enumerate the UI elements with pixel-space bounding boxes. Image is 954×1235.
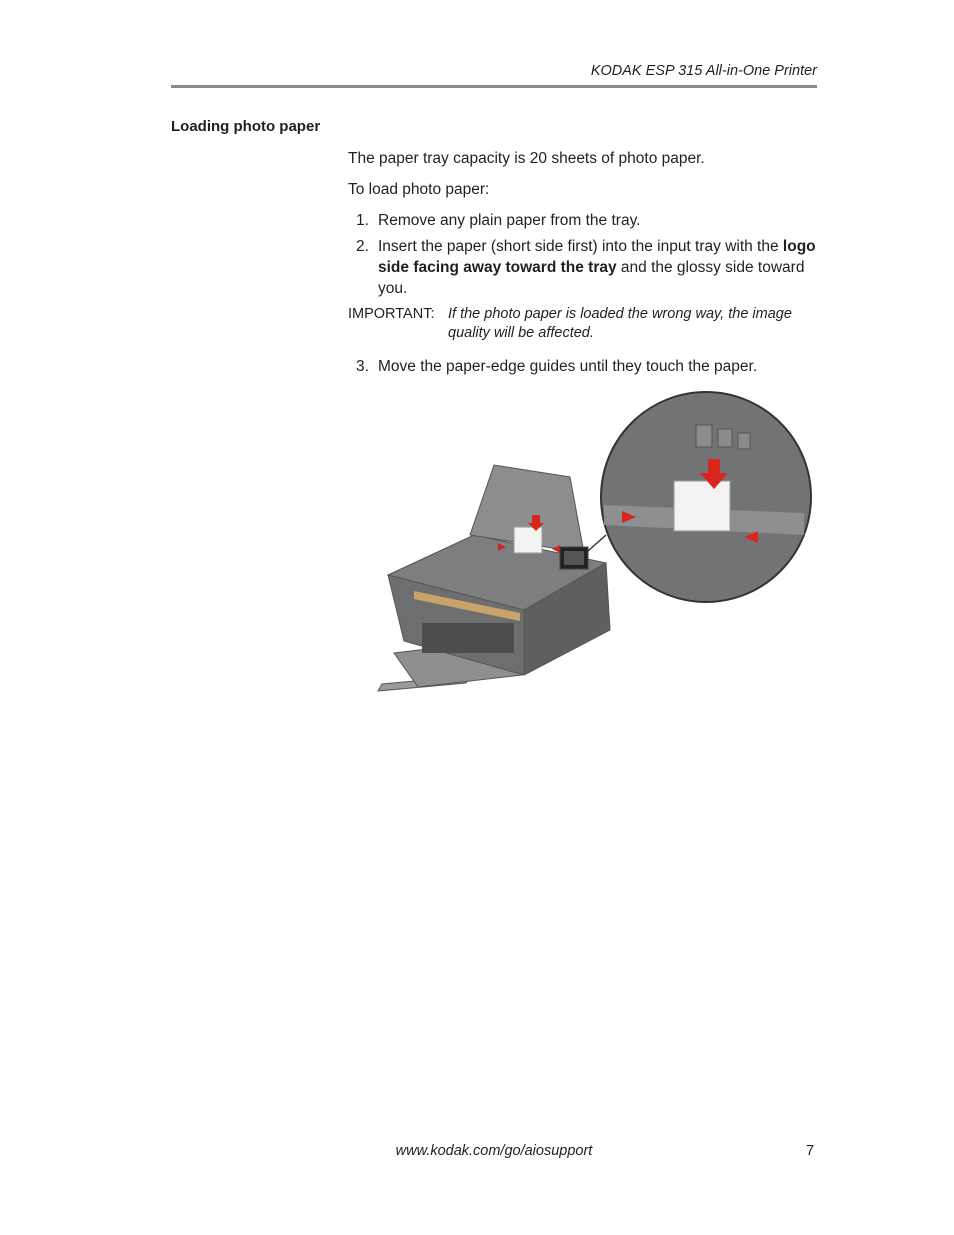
- paper-slot: [422, 623, 514, 653]
- magnified-photo-paper: [674, 481, 730, 531]
- step-text-bold: logo side facing away toward the tray: [378, 238, 816, 276]
- step-text: Move the paper-edge guides until they touch the paper.: [378, 358, 758, 375]
- important-label: IMPORTANT:: [348, 306, 435, 322]
- lcd-display: [564, 551, 584, 565]
- tray-icon-2: [718, 429, 732, 447]
- printer-illustration: [374, 385, 819, 715]
- step-number: 3.: [356, 358, 369, 375]
- capacity-paragraph: The paper tray capacity is 20 sheets of photo paper.: [348, 150, 705, 167]
- tray-icon-1: [696, 425, 712, 447]
- header-rule: [171, 85, 817, 88]
- step-text: Remove any plain paper from the tray.: [378, 212, 641, 229]
- callout-line: [588, 535, 606, 551]
- printer-illustration-svg: [374, 385, 819, 715]
- step-text-post: and the glossy side toward you.: [378, 259, 805, 297]
- page-number: 7: [806, 1143, 815, 1159]
- footer-url: www.kodak.com/go/aiosupport: [395, 1143, 593, 1159]
- step-text-pre: Insert the paper (short side first) into the input tray with the: [378, 238, 783, 255]
- intro-paragraph: To load photo paper:: [348, 181, 490, 198]
- running-header: KODAK ESP 315 All-in-One Printer: [590, 63, 817, 79]
- step-number: 2.: [356, 238, 369, 255]
- important-text: If the photo paper is loaded the wrong way, the image quality will be affected.: [448, 306, 792, 341]
- photo-paper: [514, 527, 542, 553]
- step-text: [378, 236, 818, 299]
- tray-icon-3: [738, 433, 750, 449]
- section-heading: Loading photo paper: [171, 118, 321, 135]
- step-number: 1.: [356, 212, 369, 229]
